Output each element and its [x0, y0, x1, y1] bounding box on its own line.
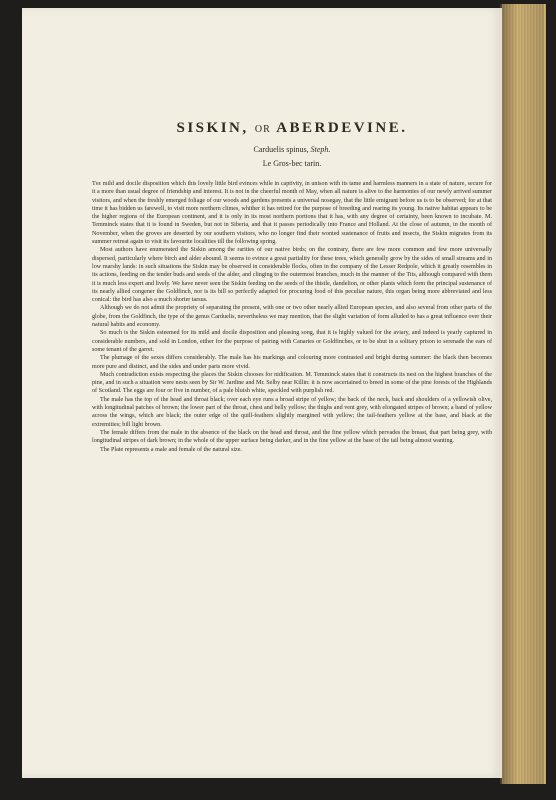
- paragraph: Most authors have enumerated the Siskin among the rarities of our native birds; on the contrary, there are few more common and few more universally dispersed, particularly where birch and alder abound. It seems to evince a great partiality for these trees, which generally grow by the sides of small streams and in low marshy lands: in such situations the Siskin may be observed in considerable flocks, often in the company of the Lesser Redpole, which it greatly resembles in its actions, feeding on the tender buds and seeds of the alder, and clinging to the outermost branches, much in the manner of the Tits, although compared with them it is much less expert and lively. We have never seen the Siskin feeding on the seeds of the thistle, dandelion, or other plants which form the principal sustenance of its nearly allied congener the Goldfinch, nor is its bill so perfectly adapted for procuring food of this peculiar nature, this organ being more abbreviated and less conical: the bird has also a much shorter tarsus.: [92, 247, 492, 304]
- title-or: OR: [254, 124, 271, 135]
- paragraph-lead-word: The: [92, 181, 102, 187]
- paragraph: Although we do not admit the propriety of separating the present, with one or two other nearly allied European species, and also several from other parts of the globe, from the Goldfinch, the type of the genus Carduelis, nevertheless we may mention, that the slight variation of form alluded to has a great influence over their natural habits and economy.: [92, 305, 492, 329]
- page-title: [92, 120, 492, 137]
- book-page: [22, 8, 502, 778]
- page-content: [92, 120, 492, 454]
- fore-edge-shade: [500, 4, 544, 784]
- paragraph: Much contradiction exists respecting the places the Siskin chooses for nidification. M. Temminck states that it constructs its nest on the highest branches of the pine, and in such a situation were nests seen by Sir W. Jardine and Mr. Selby near Killin: it is now ascertained to breed in some of the pine forests of the Highlands of Scotland. The eggs are four or five in number, of a pale bluish white, speckled with purplish red.: [92, 371, 492, 395]
- title-main-1: SISKIN,: [176, 120, 249, 136]
- paragraph: [92, 180, 492, 246]
- title-main-2: ABERDEVINE.: [276, 120, 408, 136]
- paragraph: The female differs from the male in the absence of the black on the head and throat, and the fine yellow which pervades the breast, that part being grey, with longitudinal stripes of dark brown; in the whole of the upper surface being darker, and in the fine yellow at the base of the tail being almost wanting.: [92, 429, 492, 445]
- paragraph-text: mild and docile disposition which this lovely little bird evinces while in captivity, in unison with its tame and harmless manners in a state of nature, secure for it a more than usual degree of friendship and interest. It is not in the cheerful month of May, when all nature is alive to the harmonies of our newly arrived summer visitors, and when the freshly emerged foliage of our woods and gardens presents a universal nosegay, that the little emigrant before us is to be observed; for at that time it has bidden us farewell, to visit more northern climes, whither it has retired for the purpose of breeding and rearing its young. Its native habitat appears to be the higher regions of the European continent, and it is only in its most northern portions that it has, with any degree of certainty, been known to incubate. M. Temminck states that it is found in Sweden, but not in Siberia, and that it passes periodically into France and Holland. At the close of autumn, in the month of November, when the groves are deserted by our southern visitors, who no longer find their wonted sustenance of fruits and insects, the Siskin migrates from its summer retreat again to visit its favourite localities till the following spring.: [92, 181, 492, 246]
- latin-name: [92, 145, 492, 154]
- latin-binomial: Carduelis spinus,: [253, 145, 309, 154]
- french-name: Le Gros-bec tarin.: [262, 159, 322, 168]
- paragraph: So much is the Siskin esteemed for its mild and docile disposition and pleasing song, that it is highly valued for the aviary, and indeed is yearly captured in considerable numbers, and sold in London, either for the purpose of pairing with Canaries or Goldfinches, or to be shut in a solitary prison to serenade the ears of some tenant of the garret.: [92, 330, 492, 353]
- paragraph: The Plate represents a male and female of the natural size.: [100, 446, 242, 453]
- latin-author: Steph.: [310, 145, 331, 154]
- paragraph: The male has the top of the head and throat black; over each eye runs a broad stripe of yellow; the back of the neck, back and shoulders of a yellowish olive, with longitudinal patches of brown; the lower part of the throat, chest and belly yellow; the thighs and vent grey, with elongated stripes of brown; a band of yellow across the wings, which are black; the outer edge of the quill-feathers slightly margined with yellow; the tail-feathers yellow at the base, and black at the extremities; bill light brown.: [92, 396, 492, 428]
- paragraph: The plumage of the sexes differs considerably. The male has his markings and colouring more contrasted and bright during summer: the black then becomes more pure and distinct, and the sides and under parts more vivid.: [92, 355, 492, 370]
- body-text: [92, 180, 492, 454]
